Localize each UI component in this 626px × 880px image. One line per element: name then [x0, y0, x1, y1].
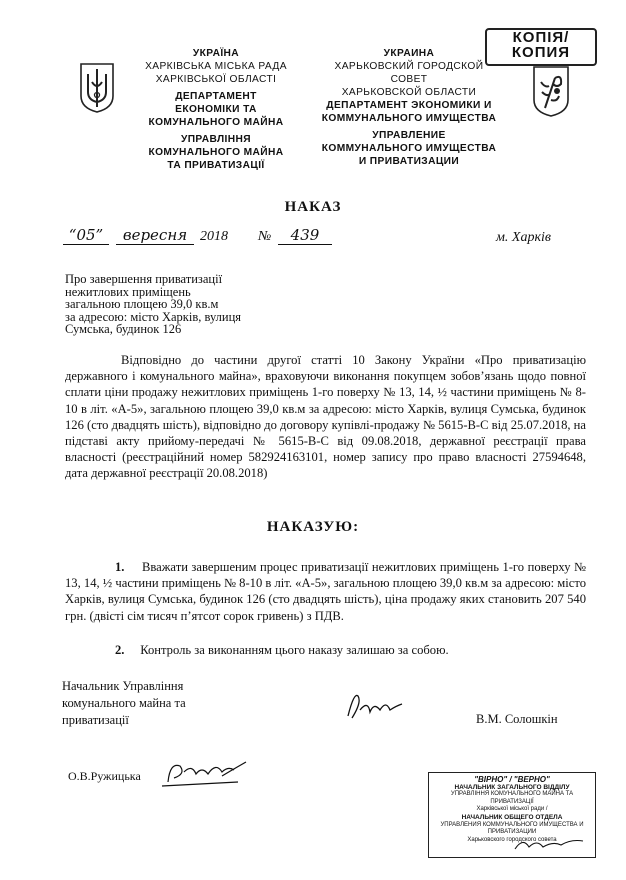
country-ua: УКРАЇНА	[192, 48, 240, 59]
office-ru-line1: УПРАВЛЕНИЕ	[372, 130, 446, 141]
order-item	[65, 559, 586, 624]
order-number: 439	[278, 226, 332, 245]
department-ru-line2: КОММУНАЛЬНОГО ИМУЩЕСТВА	[321, 113, 497, 124]
council-ua-line2: ХАРКІВСЬКОЇ ОБЛАСТІ	[155, 74, 277, 85]
date-day: “05”	[63, 226, 109, 245]
order-number-label: №	[258, 229, 272, 244]
copy-stamp: КОПІЯ/ КОПИЯ	[485, 28, 597, 66]
country-ru: УКРАИНА	[383, 48, 435, 59]
order-item-number: 1.	[115, 560, 125, 574]
office-ru-line2: КОММУНАЛЬНОГО ИМУЩЕСТВА	[321, 143, 497, 154]
document-title: НАКАЗ	[284, 199, 342, 215]
header-ukrainian	[118, 47, 314, 172]
council-ru-line3: ХАРЬКОВСКОЙ ОБЛАСТИ	[341, 87, 477, 98]
signatory-position: Начальник Управління комунального майна та приватизації	[62, 679, 186, 727]
council-ru-line2: СОВЕТ	[390, 74, 428, 85]
council-ru-line1: ХАРЬКОВСКИЙ ГОРОДСКОЙ	[334, 61, 484, 72]
city: м. Харків	[496, 230, 552, 245]
date-month: вересня	[116, 226, 194, 245]
order-subject: Про завершення приватизації нежитлових приміщень загальною площею 39,0 кв.м за адресою: місто Харків, вулиця Сумська, будинок 126	[65, 272, 242, 336]
order-item-text: Вважати завершеним процес приватизації нежитлових приміщень 1-го поверху № 13, 14, ½ частини приміщень № 8-10 в літ. «А-5», загальною площею 39,0 кв.м за адресою: місто Харків, вулиця Сумська, будинок 126 (сто двадцять шість), ціна продажу яких становить 207 540 грн. (двісті сім тисяч п’ятсот сорок гривень) з ПДВ.	[65, 560, 587, 623]
certification-signature	[509, 835, 589, 855]
office-ua-line3: ТА ПРИВАТИЗАЦІЇ	[167, 160, 265, 171]
signatory-name: В.М. Солошкін	[476, 712, 558, 726]
preamble-paragraph: Відповідно до частини другої статті 10 Закону України «Про приватизацію державного і комунального майна», враховуючи виконання покупцем зобов’язань щодо повної сплати ціни продажу нежитлових приміщень 1-го поверху № 13, 14, ½ частини приміщень № 8-10 в літ. «А-5», загальною площею 39,0 кв.м за адресою: місто Харків, вулиця Сумська, будинок 126 (сто двадцять шість), відповідно до договору купівлі-продажу № 5615-В-С від 25.07.2018, на підставі акту прийому-передачі № 5615-В-С від 09.08.2018, державної реєстрації права власності (реєстраційний номер 582924163101, номер запису про право власності 27594648, дата державної реєстрації 20.08.2018)	[65, 353, 586, 481]
executor-name: О.В.Ружицька	[68, 769, 141, 783]
department-ua-line1: ДЕПАРТАМЕНТ	[175, 91, 257, 102]
certification-stamp: "ВІРНО" / "ВЕРНО" НАЧАЛЬНИК ЗАГАЛЬНОГО ВІДДІЛУ УПРАВЛІННЯ КОМУНАЛЬНОГО МАЙНА ТА ПРИВАТИЗАЦІЇ Харківської міської ради / НАЧАЛЬНИК ОБЩЕГО ОТДЕЛА УПРАВЛЕНИЯ КОММУНАЛЬНОГО ИМУЩЕСТВА И ПРИВАТИЗАЦИИ Харьковского городского совета	[428, 772, 596, 858]
department-ua-line3: КОМУНАЛЬНОГО МАЙНА	[148, 117, 284, 128]
office-ru-line3: И ПРИВАТИЗАЦИИ	[358, 156, 460, 167]
header-russian	[302, 47, 516, 168]
office-ua-line1: УПРАВЛІННЯ	[180, 134, 252, 145]
order-item-text: Контроль за виконанням цього наказу залишаю за собою.	[140, 643, 449, 657]
signature	[340, 688, 410, 728]
council-ua-line1: ХАРКІВСЬКА МІСЬКА РАДА	[145, 61, 287, 72]
office-ua-line2: КОМУНАЛЬНОГО МАЙНА	[148, 147, 284, 158]
department-ua-line2: ЕКОНОМІКИ ТА	[175, 104, 257, 115]
coat-of-arms-icon	[78, 60, 116, 114]
order-item	[65, 642, 586, 658]
executor-signature	[158, 752, 254, 792]
order-item-number: 2.	[115, 643, 125, 657]
date-year: 2018	[200, 229, 228, 244]
kharkiv-emblem-icon	[531, 64, 571, 118]
department-ru-line1: ДЕПАРТАМЕНТ ЭКОНОМИКИ И	[326, 100, 492, 111]
order-heading: НАКАЗУЮ:	[266, 519, 360, 535]
